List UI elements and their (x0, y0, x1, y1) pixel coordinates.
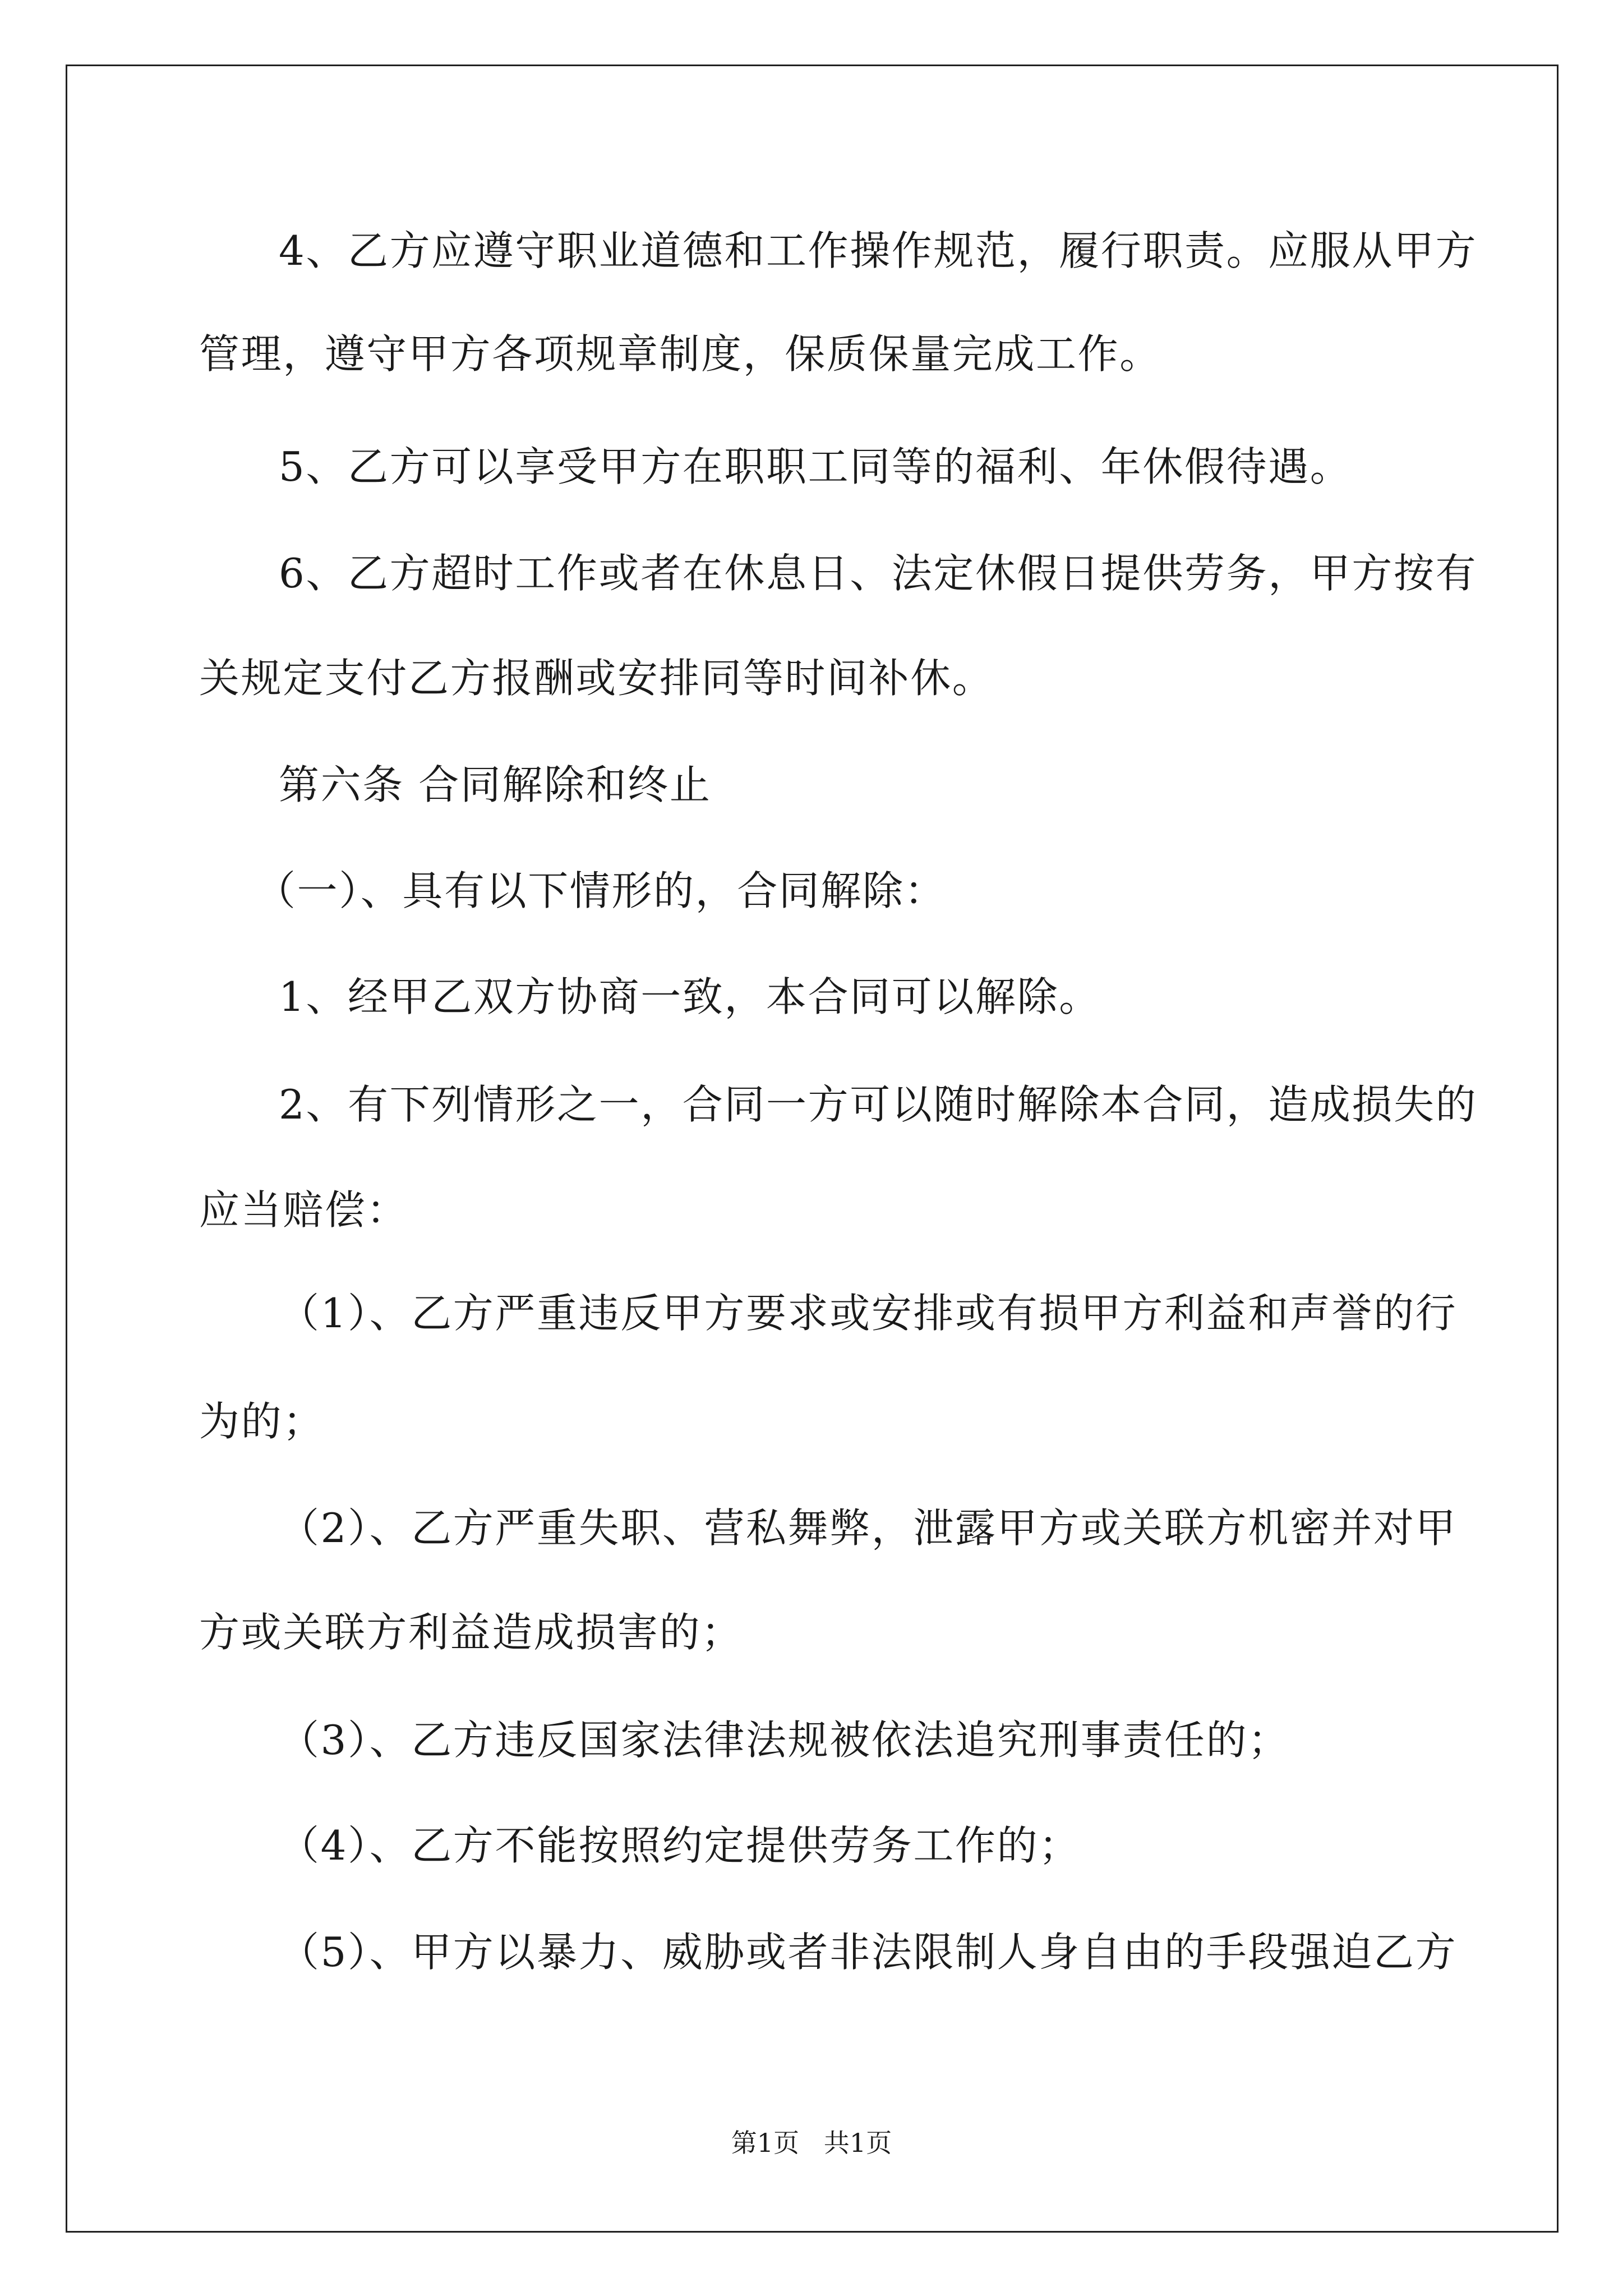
text-line: 6、乙方超时工作或者在休息日、法定休假日提供劳务，甲方按有 (279, 550, 1478, 597)
text-line: 4、乙方应遵守职业道德和工作操作规范，履行职责。应服从甲方 (279, 227, 1478, 274)
text-line: 方或关联方利益造成损害的； (199, 1609, 743, 1656)
text-line: 5、乙方可以享受甲方在职职工同等的福利、年休假待遇。 (279, 443, 1352, 490)
text-line: 关规定支付乙方报酬或安排同等时间补休。 (199, 655, 994, 702)
text-line: （2）、乙方严重失职、营私舞弊，泄露甲方或关联方机密并对甲 (279, 1504, 1458, 1552)
text-line: 为的； (199, 1398, 325, 1445)
text-line: 1、经甲乙双方协商一致，本合同可以解除。 (279, 973, 1101, 1020)
text-line: 应当赔偿： (199, 1186, 409, 1234)
text-line: （5）、甲方以暴力、威胁或者非法限制人身自由的手段强迫乙方 (279, 1929, 1458, 1976)
text-line: （1）、乙方严重违反甲方要求或安排或有损甲方利益和声誉的行 (279, 1290, 1458, 1337)
text-line: 管理，遵守甲方各项规章制度，保质保量完成工作。 (199, 330, 1161, 378)
text-line: 2、有下列情形之一，合同一方可以随时解除本合同，造成损失的 (279, 1081, 1478, 1128)
text-line: （3）、乙方违反国家法律法规被依法追究刑事责任的； (279, 1717, 1290, 1764)
page-number-footer: 第1页 共1页 (731, 2128, 892, 2158)
page-border (66, 65, 1559, 2233)
text-line: （一）、具有以下情形的，合同解除： (255, 867, 947, 914)
section-heading: 第六条 合同解除和终止 (279, 761, 712, 808)
text-line: （4）、乙方不能按照约定提供劳务工作的； (279, 1822, 1081, 1869)
